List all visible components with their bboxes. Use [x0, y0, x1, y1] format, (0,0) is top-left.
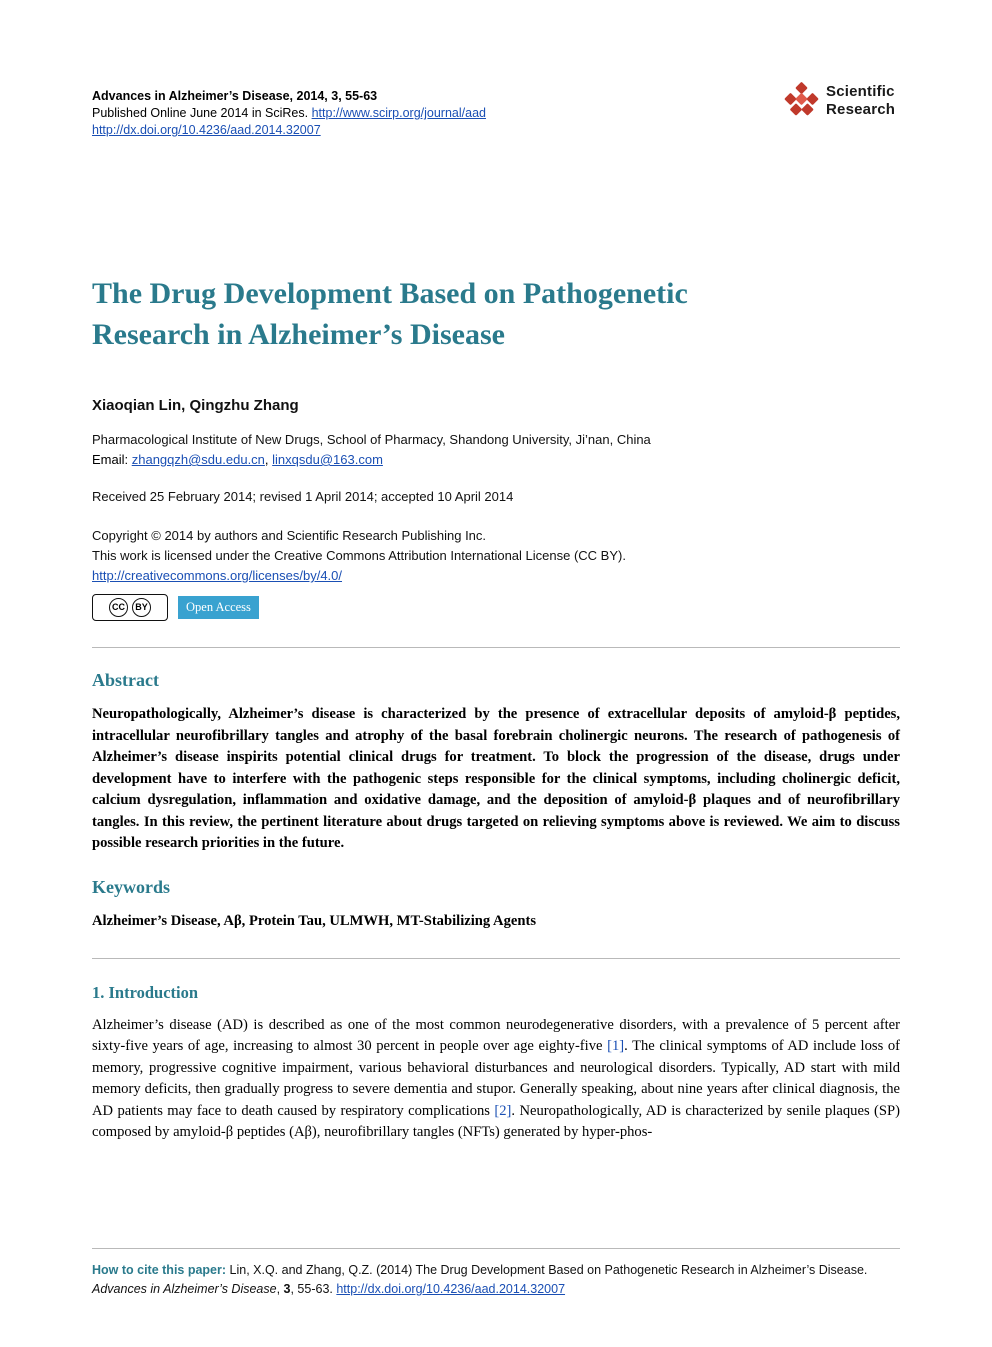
how-to-cite: [92, 1261, 900, 1299]
introduction-paragraph: [92, 1015, 900, 1144]
email-line: [92, 450, 900, 470]
email-link-2[interactable]: linxqsdu@163.com: [272, 452, 383, 467]
how-to-cite-part-2: ,: [276, 1282, 284, 1296]
creative-commons-icon[interactable]: [92, 594, 168, 621]
license-line: [92, 566, 900, 586]
doi-url-link[interactable]: http://dx.doi.org/10.4236/aad.2014.32007: [92, 123, 321, 137]
how-to-cite-journal: Advances in Alzheimer’s Disease: [92, 1282, 277, 1296]
doi-line: [92, 122, 900, 139]
footer-divider: [92, 1248, 900, 1249]
publisher-logo: [780, 80, 900, 126]
page-footer: [92, 1248, 900, 1299]
cc-mark-icon: CC: [109, 598, 128, 617]
journal-citation: Advances in Alzheimer’s Disease, 2014, 3, 55-63: [92, 89, 378, 103]
logo-line-2: Research: [826, 101, 896, 118]
keywords-text: Alzheimer’s Disease, Aβ, Protein Tau, ULMWH, MT-Stabilizing Agents: [92, 912, 537, 929]
how-to-cite-label: How to cite this paper:: [92, 1263, 227, 1277]
copyright-line-2: This work is licensed under the Creative Commons Attribution International License (CC BY).: [92, 548, 626, 563]
citation-ref-1[interactable]: [1]: [607, 1038, 625, 1054]
affiliation: Pharmacological Institute of New Drugs, School of Pharmacy, Shandong University, Ji’nan, China: [92, 432, 651, 447]
divider-top: [92, 647, 900, 648]
footer-doi-link[interactable]: http://dx.doi.org/10.4236/aad.2014.32007: [336, 1282, 566, 1296]
scirp-logo-icon: [780, 82, 822, 124]
email-link-1[interactable]: zhangqzh@sdu.edu.cn: [131, 452, 265, 467]
copyright-line-1: Copyright © 2014 by authors and Scientific Research Publishing Inc.: [92, 528, 487, 543]
keywords-heading: Keywords: [92, 876, 170, 897]
intro-text-part-3: . Neuropathologically, AD is characterized by senile plaques (SP) composed by amyloid-β peptides (Aβ), neurofibrillary tangles (NFTs) generated by hyper-phos-: [92, 1102, 900, 1140]
header-citation-block: [92, 88, 900, 139]
abstract-heading: Abstract: [92, 670, 159, 690]
how-to-cite-part-3: , 55-63.: [290, 1282, 337, 1296]
citation-ref-2[interactable]: [2]: [494, 1102, 512, 1119]
journal-url-link[interactable]: http://www.scirp.org/journal/aad: [311, 106, 486, 120]
publisher-logo-text: [826, 83, 895, 119]
published-prefix: Published Online June 2014 in SciRes.: [92, 106, 312, 120]
intro-text-part-1: Alzheimer’s disease (AD) is described as one of the most common neurodegenerative disorders, with a prevalence of 5 percent after sixty-five years of age, increasing to almost 30 percent in people over age eighty-five: [92, 1016, 900, 1054]
author-list: Xiaoqian Lin, Qingzhu Zhang: [92, 397, 299, 414]
license-url-link[interactable]: http://creativecommons.org/licenses/by/4.0/: [92, 568, 343, 583]
divider-bottom: [92, 958, 900, 959]
cc-by-icon: BY: [132, 598, 151, 617]
section-heading-introduction: 1. Introduction: [92, 982, 199, 1002]
how-to-cite-part-1: Lin, X.Q. and Zhang, Q.Z. (2014) The Drug Development Based on Pathogenetic Research in Alzheimer’s Disease.: [226, 1263, 868, 1277]
submission-dates: Received 25 February 2014; revised 1 April 2014; accepted 10 April 2014: [92, 489, 514, 504]
logo-line-1: Scientific: [826, 83, 895, 100]
abstract-text: Neuropathologically, Alzheimer’s disease is characterized by the presence of extracellular deposits of amyloid-β peptides, intracellular neurofibrillary tangles and atrophy of the basal forebrain cholinergic neurons. The research of pathogenesis of Alzheimer’s disease inspirits potential clinical drugs for treatment. To block the progression of the disease, drugs under development have to interfere with the pathogenic steps responsible for the clinical symptoms, including cholinergic deficit, calcium dysregulation, inflammation and oxidative damage, and the deposition of amyloid-β plaques and of neurofibrillary tangles. In this review, the pertinent literature about drugs targeted on relieving symptoms above is reviewed. We aim to discuss possible research priorities in the future.: [92, 706, 900, 851]
email-label: Email:: [92, 452, 132, 467]
page-header: [92, 0, 900, 158]
copyright-block: [92, 526, 900, 586]
published-line: [92, 105, 900, 122]
license-badges: [92, 594, 900, 621]
intro-text-part-2: . The clinical symptoms of AD include loss of memory, progressive cognitive impairment, various behavioral disturbances and neurological disorders. Typically, AD start with mild memory deficits, then gradually progress to severe dementia and stupor. Generally speaking, about nine years after clinical diagnosis, the AD patients may face to death caused by respiratory complications: [92, 1038, 900, 1119]
email-separator: ,: [264, 452, 273, 467]
open-access-badge: Open Access: [178, 596, 259, 619]
page-title: The Drug Development Based on Pathogenetic Research in Alzheimer’s Disease: [92, 277, 688, 351]
how-to-cite-volume: 3: [283, 1282, 291, 1296]
